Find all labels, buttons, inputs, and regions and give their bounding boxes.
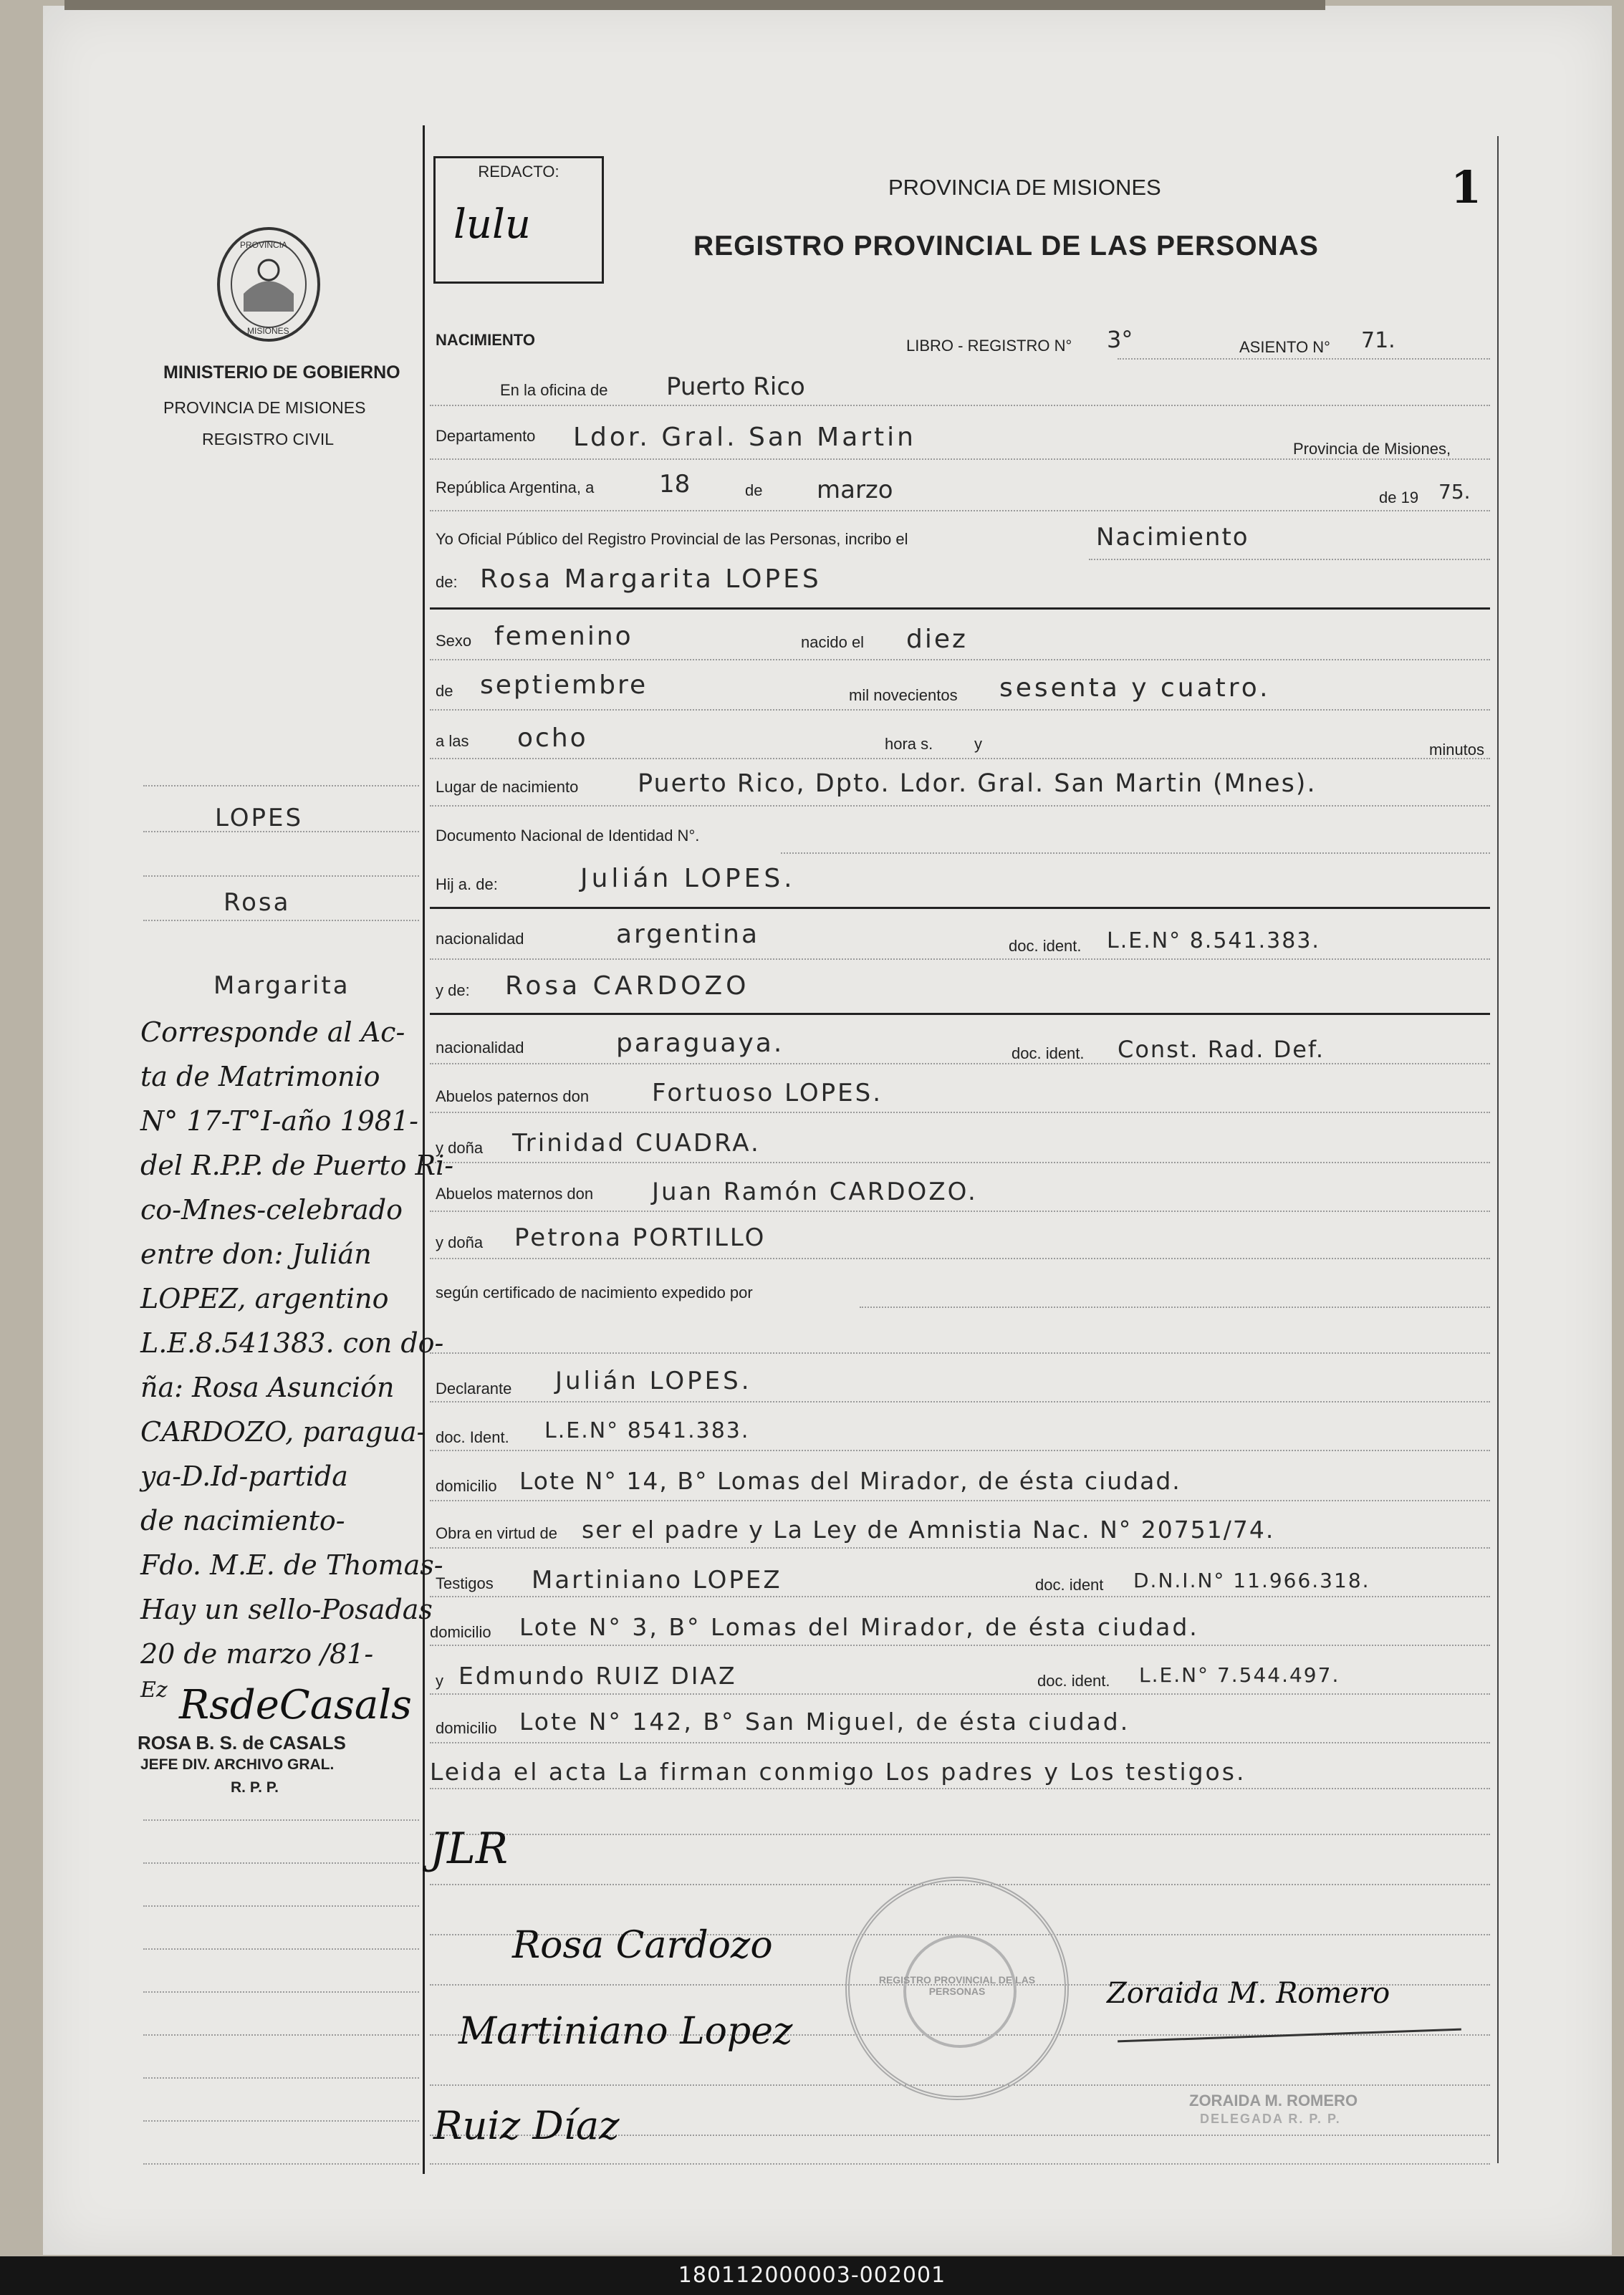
oficial-label: Yo Oficial Público del Registro Provincial de las Personas, incribo el bbox=[436, 530, 908, 548]
padre-value: Julián LOPES. bbox=[580, 864, 796, 893]
madre-value: Rosa CARDOZO bbox=[505, 971, 750, 1001]
mes-nac-value: septiembre bbox=[480, 670, 648, 700]
doc5-label: doc. ident. bbox=[1037, 1672, 1110, 1690]
margin-note-line: Corresponde al Ac- bbox=[140, 1016, 405, 1048]
dona-label: y doña bbox=[436, 1139, 484, 1157]
seal-top-text: PROVINCIA bbox=[240, 240, 288, 250]
madre-doc-value: Const. Rad. Def. bbox=[1118, 1036, 1325, 1063]
margin-stamp-line1: ROSA B. S. de CASALS bbox=[138, 1732, 346, 1753]
nacido-label: nacido el bbox=[801, 633, 865, 651]
redacto-label: REDACTO: bbox=[478, 163, 559, 181]
margin-note-line: Fdo. M.E. de Thomas- bbox=[140, 1549, 443, 1581]
lugar-value: Puerto Rico, Dpto. Ldor. Gral. San Martin (Mnes). bbox=[638, 769, 1317, 798]
testigos-label: Testigos bbox=[436, 1574, 494, 1592]
oficina-label: En la oficina de bbox=[500, 381, 608, 399]
asiento-label: ASIENTO N° bbox=[1239, 338, 1330, 356]
doc2-label: doc. ident. bbox=[1012, 1044, 1085, 1062]
testigo2-value: Edmundo RUIZ DIAZ bbox=[458, 1662, 737, 1690]
redacto-initials: lulu bbox=[453, 201, 531, 248]
certificado-label: según certificado de nacimiento expedido por bbox=[436, 1284, 753, 1302]
testigo2-dom-value: Lote N° 142, B° San Miguel, de ésta ciudad. bbox=[519, 1708, 1130, 1736]
departamento-value: Ldor. Gral. San Martin bbox=[573, 423, 916, 452]
margin-note-line: de nacimiento- bbox=[140, 1505, 345, 1536]
nombre-value: Rosa Margarita LOPES bbox=[480, 564, 822, 594]
doc4-label: doc. ident bbox=[1035, 1576, 1104, 1594]
y-label: y bbox=[974, 735, 982, 753]
leida-text: Leida el acta La firman conmigo Los padres y Los testigos. bbox=[430, 1758, 1246, 1786]
margin-stamp-line2: JEFE DIV. ARCHIVO GRAL. bbox=[140, 1756, 335, 1773]
declarante-doc-value: L.E.N° 8541.383. bbox=[544, 1418, 750, 1443]
signature-testigo2: Ruiz Díaz bbox=[433, 2103, 620, 2148]
asiento-value: 71. bbox=[1361, 328, 1395, 353]
dni-label: Documento Nacional de Identidad N°. bbox=[436, 827, 700, 845]
abuela-p-value: Trinidad CUADRA. bbox=[512, 1129, 761, 1158]
margin-note-line: ya-D.Id-partida bbox=[140, 1461, 348, 1492]
y2-label: y bbox=[436, 1672, 443, 1690]
ministry-registry: REGISTRO CIVIL bbox=[202, 430, 335, 448]
official-signature: Zoraida M. Romero bbox=[1107, 1977, 1390, 2010]
provincia-label: Provincia de Misiones, bbox=[1293, 440, 1451, 458]
margin-nombre1: Rosa bbox=[224, 888, 291, 917]
margin-note-line: co-Mnes-celebrado bbox=[140, 1194, 403, 1226]
margin-signature: RsdeCasals bbox=[179, 1682, 412, 1728]
right-rule bbox=[1497, 136, 1499, 2163]
alas-label: a las bbox=[436, 732, 469, 750]
ministry-province: PROVINCIA DE MISIONES bbox=[163, 398, 366, 417]
yde-label: y de: bbox=[436, 981, 470, 999]
province-heading: PROVINCIA DE MISIONES bbox=[888, 175, 1161, 200]
de-name-label: de: bbox=[436, 573, 458, 591]
declarante-value: Julián LOPES. bbox=[555, 1367, 752, 1395]
margin-note-line: Ez bbox=[140, 1678, 168, 1703]
section-label: NACIMIENTO bbox=[436, 331, 535, 349]
lugar-label: Lugar de nacimiento bbox=[436, 778, 579, 796]
signature-madre: Rosa Cardozo bbox=[512, 1924, 773, 1967]
libro-value: 3° bbox=[1107, 326, 1133, 353]
sexo-value: femenino bbox=[494, 622, 633, 651]
official-title-stamp: DELEGADA R. P. P. bbox=[1200, 2112, 1341, 2126]
page-edge bbox=[64, 0, 1325, 10]
horas-label: hora s. bbox=[885, 735, 933, 753]
margin-note-line: del R.P.P. de Puerto Ri- bbox=[140, 1150, 454, 1181]
dona2-label: y doña bbox=[436, 1233, 484, 1251]
madre-nac-value: paraguaya. bbox=[616, 1029, 784, 1058]
departamento-label: Departamento bbox=[436, 427, 536, 445]
hora-value: ocho bbox=[517, 723, 588, 753]
domicilio-value: Lote N° 14, B° Lomas del Mirador, de ésta ciudad. bbox=[519, 1467, 1181, 1495]
testigo1-value: Martiniano LOPEZ bbox=[532, 1566, 782, 1594]
testigo2-doc-value: L.E.N° 7.544.497. bbox=[1139, 1663, 1340, 1687]
abuelo-m-value: Juan Ramón CARDOZO. bbox=[652, 1178, 978, 1206]
obra-label: Obra en virtud de bbox=[436, 1524, 557, 1542]
abuelos-m-label: Abuelos maternos don bbox=[436, 1185, 594, 1203]
abuelos-p-label: Abuelos paternos don bbox=[436, 1087, 590, 1105]
document-id-footer: 180112000003-002001 bbox=[0, 2256, 1624, 2295]
registry-title: REGISTRO PROVINCIAL DE LAS PERSONAS bbox=[693, 231, 1319, 261]
signature-declarante: JLR bbox=[430, 1824, 509, 1874]
page-number: 1 bbox=[1451, 161, 1482, 213]
nac-label: nacionalidad bbox=[436, 930, 524, 948]
margin-stamp-line3: R. P. P. bbox=[231, 1779, 279, 1796]
acto-value: Nacimiento bbox=[1096, 523, 1249, 552]
domicilio3-label: domicilio bbox=[436, 1719, 497, 1737]
testigo1-dom-value: Lote N° 3, B° Lomas del Mirador, de ésta ciudad. bbox=[519, 1613, 1199, 1641]
margin-note-line: CARDOZO, paragua- bbox=[140, 1416, 426, 1448]
doc-label: doc. ident. bbox=[1009, 937, 1082, 955]
declarante-label: Declarante bbox=[436, 1380, 512, 1397]
margin-note-line: LOPEZ, argentino bbox=[140, 1283, 389, 1314]
margin-note-line: ta de Matrimonio bbox=[140, 1061, 380, 1092]
ministry-name: MINISTERIO DE GOBIERNO bbox=[163, 362, 400, 382]
de-year-label: de 19 bbox=[1379, 489, 1419, 506]
margin-apellido: LOPES bbox=[215, 804, 304, 832]
anio-nac-value: sesenta y cuatro. bbox=[999, 673, 1271, 703]
obra-value: ser el padre y La Ley de Amnistia Nac. N° 20751/74. bbox=[582, 1516, 1275, 1544]
padre-nac-value: argentina bbox=[616, 920, 760, 949]
domicilio-label: domicilio bbox=[436, 1477, 497, 1495]
margin-nombre2: Margarita bbox=[213, 971, 350, 1000]
margin-note-line: ña: Rosa Asunción bbox=[140, 1372, 395, 1403]
redacto-box bbox=[433, 156, 604, 284]
mes-value: marzo bbox=[817, 476, 893, 504]
seal-bottom-text: MISIONES bbox=[247, 326, 289, 336]
abuela-m-value: Petrona PORTILLO bbox=[514, 1223, 767, 1252]
nacido-value: diez bbox=[906, 625, 968, 654]
mil-label: mil novecientos bbox=[849, 686, 958, 704]
de2-label: de bbox=[436, 682, 453, 700]
official-name-stamp: ZORAIDA M. ROMERO bbox=[1189, 2092, 1358, 2109]
margin-note-line: entre don: Julián bbox=[140, 1238, 372, 1270]
testigo1-doc-value: D.N.I.N° 11.966.318. bbox=[1133, 1569, 1370, 1592]
margin-note-line: N° 17-T°I-año 1981- bbox=[140, 1105, 418, 1137]
year-value: 75. bbox=[1438, 480, 1471, 504]
sexo-label: Sexo bbox=[436, 632, 472, 650]
registry-stamp bbox=[845, 1877, 1069, 2100]
padre-doc-value: L.E.N° 8.541.383. bbox=[1107, 928, 1320, 953]
ministry-seal bbox=[215, 226, 322, 344]
margin-note-line: Hay un sello-Posadas bbox=[140, 1594, 433, 1625]
de-label: de bbox=[745, 481, 763, 499]
hija-label: Hij a. de: bbox=[436, 875, 498, 893]
minutos-label: minutos bbox=[1429, 741, 1485, 759]
signature-testigo1: Martiniano Lopez bbox=[458, 2010, 793, 2053]
doc3-label: doc. Ident. bbox=[436, 1428, 509, 1446]
margin-note-line: L.E.8.541383. con do- bbox=[140, 1327, 444, 1359]
nac2-label: nacionalidad bbox=[436, 1039, 524, 1057]
libro-label: LIBRO - REGISTRO N° bbox=[906, 337, 1072, 355]
margin-note-line: 20 de marzo /81- bbox=[140, 1638, 374, 1670]
abuelo-p-value: Fortuoso LOPES. bbox=[652, 1079, 883, 1107]
oficina-value: Puerto Rico bbox=[666, 372, 805, 401]
domicilio2-label: domicilio bbox=[430, 1623, 491, 1641]
registry-stamp-text: REGISTRO PROVINCIAL DE LAS PERSONAS bbox=[878, 1974, 1036, 1997]
dia-value: 18 bbox=[659, 470, 691, 499]
margin-note bbox=[140, 1010, 453, 1705]
republica-label: República Argentina, a bbox=[436, 478, 595, 496]
